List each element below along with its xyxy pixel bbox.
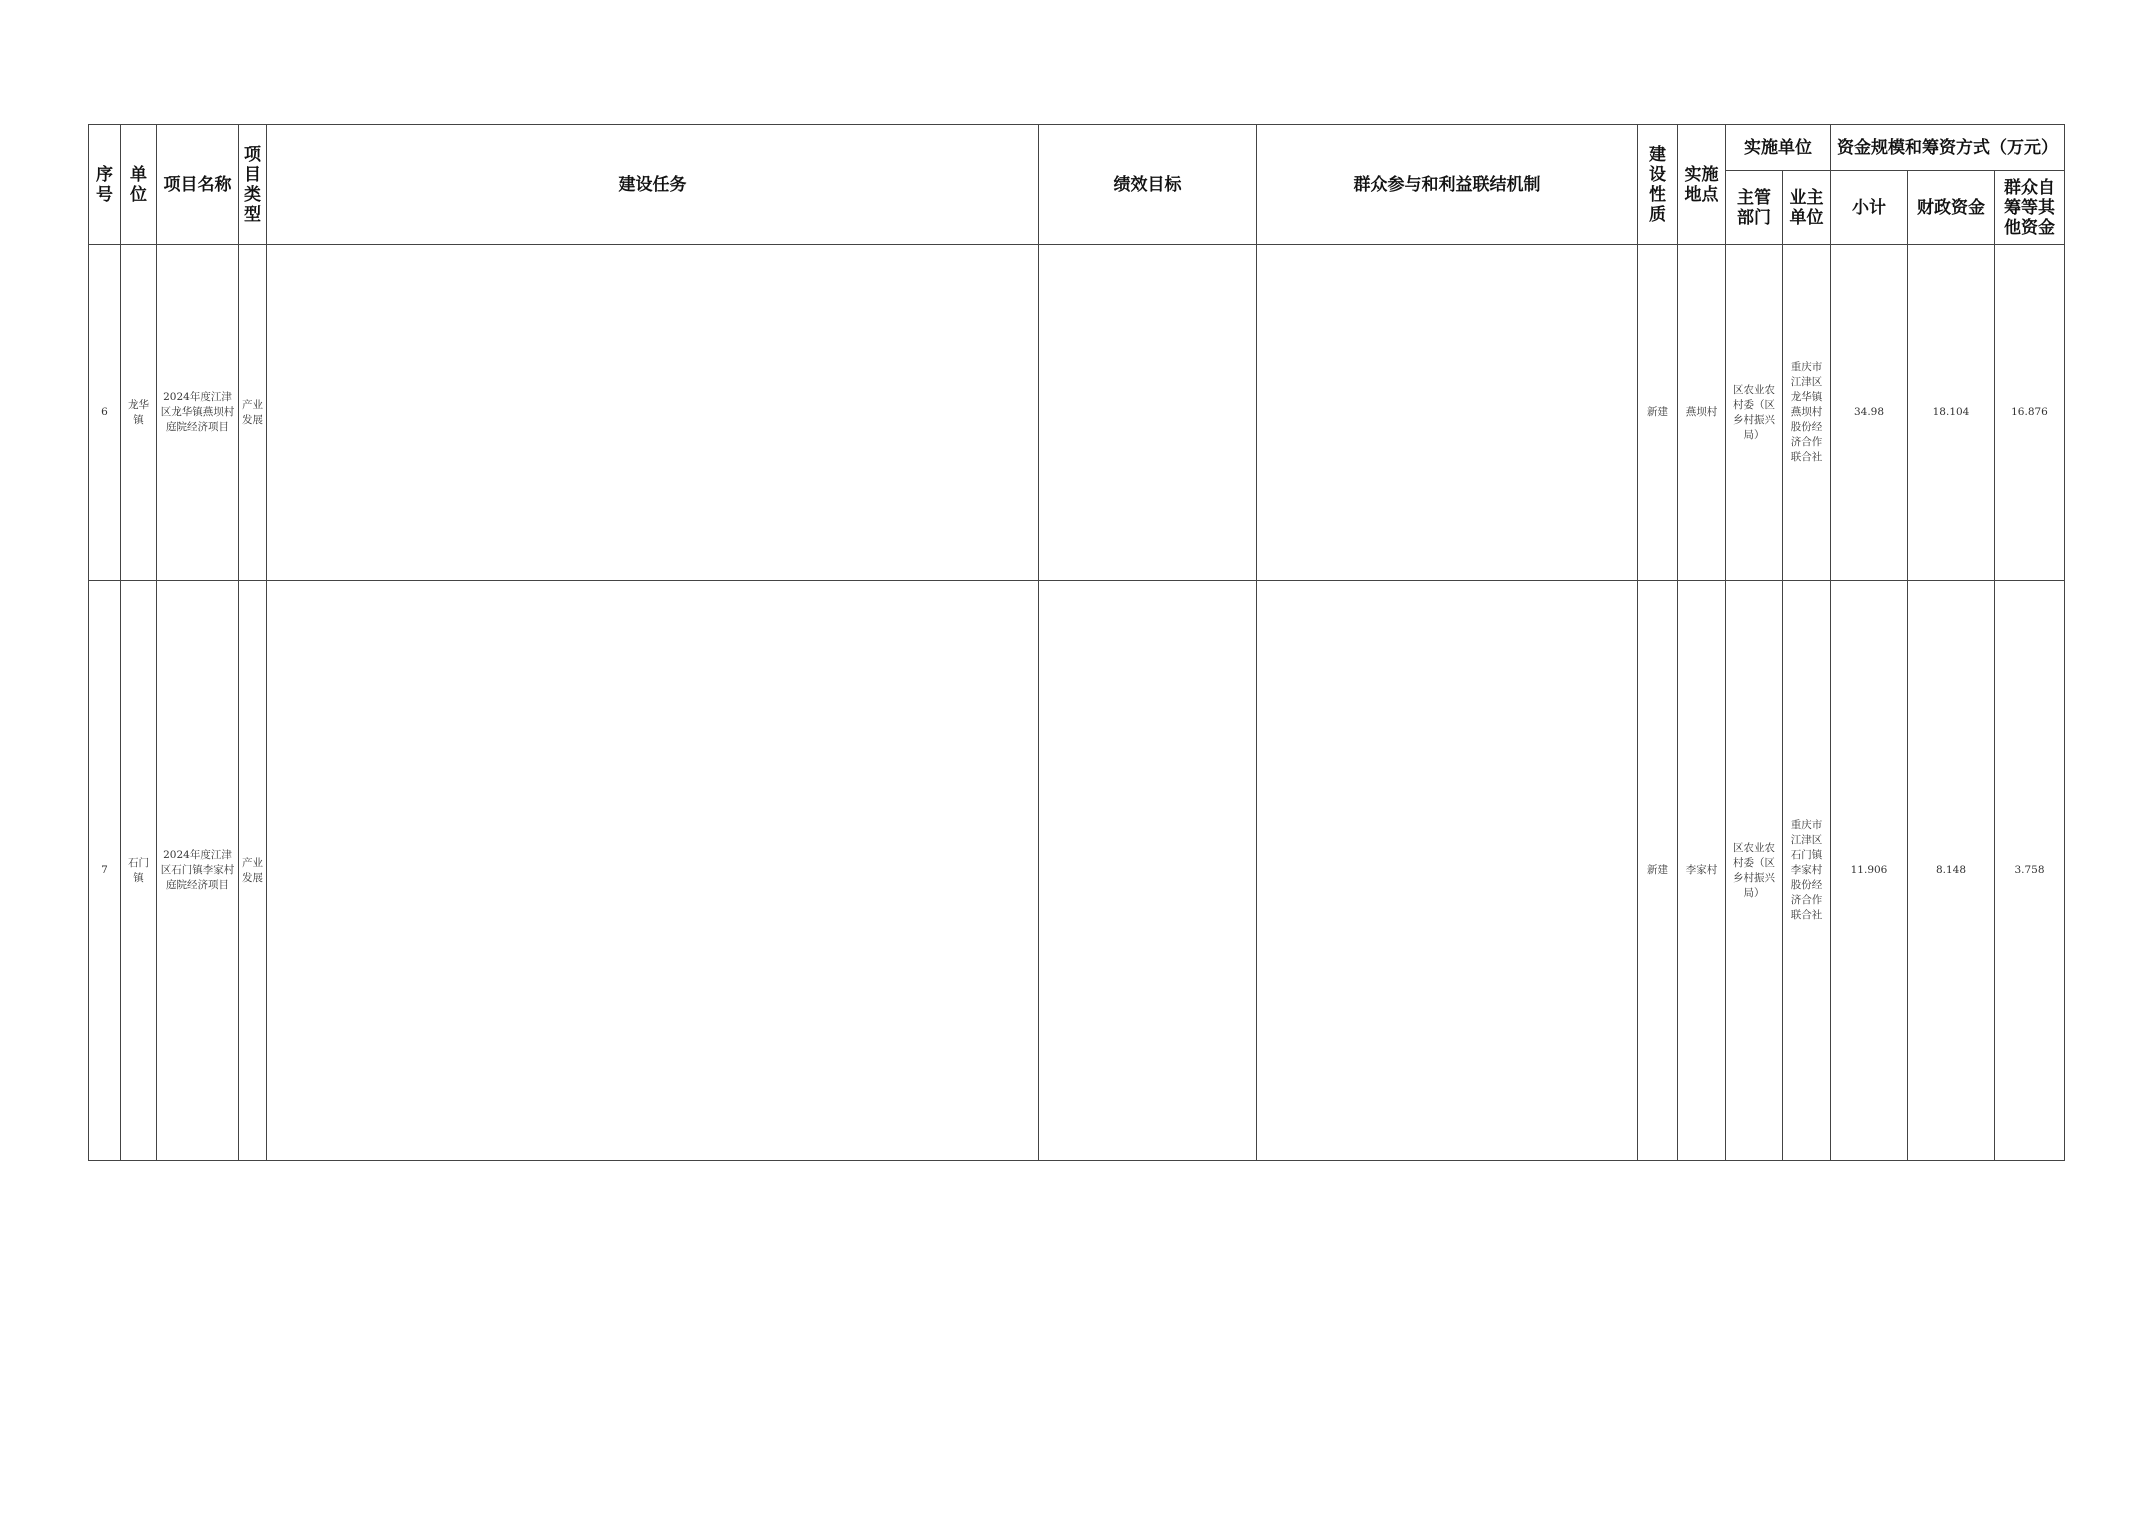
cell-mechanism xyxy=(1257,245,1638,581)
cell-dept: 区农业农村委（区乡村振兴局） xyxy=(1726,581,1783,1161)
header-tasks: 建设任务 xyxy=(267,125,1039,245)
header-mechanism: 群众参与和利益联结机制 xyxy=(1257,125,1638,245)
header-project-name: 项目名称 xyxy=(157,125,239,245)
table-row xyxy=(89,581,2065,1161)
cell-project-type: 产业发展 xyxy=(239,581,267,1161)
cell-performance xyxy=(1039,581,1257,1161)
document-page xyxy=(88,124,2065,1161)
cell-seq: 7 xyxy=(89,581,121,1161)
cell-location: 燕坝村 xyxy=(1678,245,1726,581)
cell-seq: 6 xyxy=(89,245,121,581)
table-header-row xyxy=(89,125,2065,171)
header-nature: 建设性质 xyxy=(1638,125,1678,245)
header-subtotal: 小计 xyxy=(1831,171,1908,245)
header-owner: 业主单位 xyxy=(1783,171,1831,245)
cell-fiscal: 18.104 xyxy=(1908,245,1995,581)
cell-subtotal: 34.98 xyxy=(1831,245,1908,581)
cell-self-raised: 16.876 xyxy=(1995,245,2065,581)
cell-nature: 新建 xyxy=(1638,581,1678,1161)
cell-performance xyxy=(1039,245,1257,581)
cell-self-raised: 3.758 xyxy=(1995,581,2065,1161)
table-row xyxy=(89,245,2065,581)
header-performance: 绩效目标 xyxy=(1039,125,1257,245)
header-project-type: 项目类型 xyxy=(239,125,267,245)
cell-project-type: 产业发展 xyxy=(239,245,267,581)
cell-owner: 重庆市江津区龙华镇燕坝村股份经济合作联合社 xyxy=(1783,245,1831,581)
cell-tasks xyxy=(267,245,1039,581)
cell-location: 李家村 xyxy=(1678,581,1726,1161)
header-dept: 主管部门 xyxy=(1726,171,1783,245)
cell-project-name: 2024年度江津区龙华镇燕坝村庭院经济项目 xyxy=(157,245,239,581)
project-table xyxy=(88,124,2065,1161)
cell-dept: 区农业农村委（区乡村振兴局） xyxy=(1726,245,1783,581)
cell-project-name: 2024年度江津区石门镇李家村庭院经济项目 xyxy=(157,581,239,1161)
cell-subtotal: 11.906 xyxy=(1831,581,1908,1161)
cell-unit: 石门镇 xyxy=(121,581,157,1161)
header-fiscal: 财政资金 xyxy=(1908,171,1995,245)
cell-tasks xyxy=(267,581,1039,1161)
header-location: 实施地点 xyxy=(1678,125,1726,245)
cell-unit: 龙华镇 xyxy=(121,245,157,581)
cell-mechanism xyxy=(1257,581,1638,1161)
cell-nature: 新建 xyxy=(1638,245,1678,581)
header-funding: 资金规模和筹资方式（万元） xyxy=(1831,125,2065,171)
header-implementer: 实施单位 xyxy=(1726,125,1831,171)
cell-owner: 重庆市江津区石门镇李家村股份经济合作联合社 xyxy=(1783,581,1831,1161)
cell-fiscal: 8.148 xyxy=(1908,581,1995,1161)
header-self-raised: 群众自筹等其他资金 xyxy=(1995,171,2065,245)
header-seq: 序号 xyxy=(89,125,121,245)
header-unit: 单位 xyxy=(121,125,157,245)
